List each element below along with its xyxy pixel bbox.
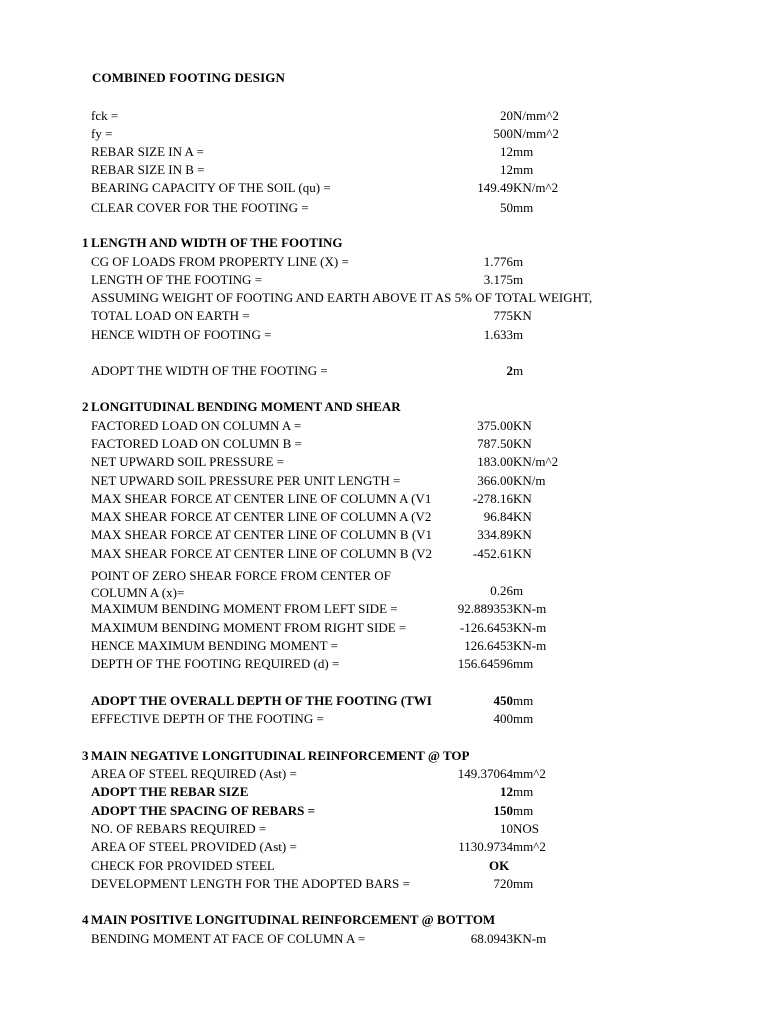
row-value: 2 xyxy=(506,363,513,378)
data-row xyxy=(0,326,768,344)
data-row xyxy=(0,820,768,838)
input-row-clear-cover xyxy=(0,199,768,217)
data-row xyxy=(0,435,768,453)
row-label: AREA OF STEEL REQUIRED (Ast) = xyxy=(91,766,297,781)
row-label: MAX SHEAR FORCE AT CENTER LINE OF COLUMN A (V2 xyxy=(91,509,432,524)
row-unit: KN xyxy=(513,308,532,323)
row-label: NET UPWARD SOIL PRESSURE PER UNIT LENGTH = xyxy=(91,473,401,488)
row-value: 787.50 xyxy=(477,436,513,451)
row-value: -452.61 xyxy=(472,546,513,561)
development-length-row xyxy=(0,875,768,893)
row-label: FACTORED LOAD ON COLUMN A = xyxy=(91,418,302,433)
row-value: 375.00 xyxy=(477,418,513,433)
row-unit: mm xyxy=(513,711,534,726)
row-label: BEARING CAPACITY OF THE SOIL (qu) = xyxy=(91,180,331,195)
note-row xyxy=(0,289,768,307)
row-label: ADOPT THE SPACING OF REBARS = xyxy=(91,803,315,818)
row-value: 1.776 xyxy=(483,254,513,269)
row-unit: KN-m xyxy=(513,620,547,635)
row-unit: KN/m xyxy=(513,473,546,488)
row-unit: KN xyxy=(513,491,532,506)
row-unit: mm xyxy=(513,162,534,177)
row-label: EFFECTIVE DEPTH OF THE FOOTING = xyxy=(91,711,324,726)
row-label: MAXIMUM BENDING MOMENT FROM LEFT SIDE = xyxy=(91,601,398,616)
row-label: MAX SHEAR FORCE AT CENTER LINE OF COLUMN A (V1 xyxy=(91,491,432,506)
row-value: 12 xyxy=(500,162,513,177)
row-value: 450 xyxy=(493,693,513,708)
row-label: CG OF LOADS FROM PROPERTY LINE (X) = xyxy=(91,254,349,269)
row-value: 183.00 xyxy=(477,454,513,469)
row-value: 3.175 xyxy=(483,272,513,287)
row-label: CLEAR COVER FOR THE FOOTING = xyxy=(91,200,309,215)
row-value: 20 xyxy=(500,108,513,123)
data-row xyxy=(0,453,768,471)
row-value: 50 xyxy=(500,200,513,215)
row-unit: N/mm^2 xyxy=(513,126,559,141)
section-heading-3 xyxy=(82,747,469,765)
section-number: 1 xyxy=(82,235,89,250)
row-value: 92.889353 xyxy=(457,601,513,616)
input-row-rebar-a xyxy=(0,143,768,161)
row-label: BENDING MOMENT AT FACE OF COLUMN A = xyxy=(91,931,366,946)
zero-shear-row xyxy=(0,582,768,600)
adopt-width-row xyxy=(0,362,768,380)
row-label: FACTORED LOAD ON COLUMN B = xyxy=(91,436,302,451)
data-row xyxy=(0,490,768,508)
row-value: 150 xyxy=(493,803,513,818)
zero-shear-line-1: POINT OF ZERO SHEAR FORCE FROM CENTER OF xyxy=(91,568,391,583)
input-row-fck xyxy=(0,107,768,125)
data-row xyxy=(0,619,768,637)
row-unit: mm xyxy=(513,876,534,891)
row-value: 10 xyxy=(500,821,513,836)
section-title: LONGITUDINAL BENDING MOMENT AND SHEAR xyxy=(91,399,401,414)
section-heading-1 xyxy=(82,234,343,252)
data-row xyxy=(0,637,768,655)
row-label: MAX SHEAR FORCE AT CENTER LINE OF COLUMN B (V2 xyxy=(91,546,433,561)
data-row xyxy=(0,508,768,526)
row-label: MAX SHEAR FORCE AT CENTER LINE OF COLUMN B (V1 xyxy=(91,527,433,542)
row-label: ADOPT THE REBAR SIZE xyxy=(91,784,249,799)
row-label: LENGTH OF THE FOOTING = xyxy=(91,272,263,287)
row-value: 12 xyxy=(500,144,513,159)
row-label: HENCE WIDTH OF FOOTING = xyxy=(91,327,272,342)
row-unit: NOS xyxy=(513,821,540,836)
page-title: COMBINED FOOTING DESIGN xyxy=(92,70,285,85)
row-value: 1130.9734 xyxy=(458,839,513,854)
effective-depth-row xyxy=(0,710,768,728)
row-label: ASSUMING WEIGHT OF FOOTING AND EARTH ABOVE IT AS 5% OF TOTAL WEIGHT, xyxy=(91,290,593,305)
data-row xyxy=(0,600,768,618)
row-unit: mm xyxy=(513,200,534,215)
row-label: fy = xyxy=(91,126,113,141)
section-title: MAIN POSITIVE LONGITUDINAL REINFORCEMENT @ BOTTOM xyxy=(91,912,496,927)
row-unit: mm^2 xyxy=(513,839,546,854)
row-label: DEVELOPMENT LENGTH FOR THE ADOPTED BARS = xyxy=(91,876,410,891)
row-unit: KN/m^2 xyxy=(513,454,559,469)
row-unit: KN xyxy=(513,418,532,433)
row-unit: mm xyxy=(513,784,534,799)
data-row xyxy=(0,271,768,289)
row-value: 126.6453 xyxy=(464,638,513,653)
section-heading-2 xyxy=(82,398,401,416)
row-label: MAXIMUM BENDING MOMENT FROM RIGHT SIDE = xyxy=(91,620,407,635)
data-row xyxy=(0,253,768,271)
row-label: NET UPWARD SOIL PRESSURE = xyxy=(91,454,284,469)
row-label: CHECK FOR PROVIDED STEEL xyxy=(91,858,275,873)
row-value: 720 xyxy=(493,876,513,891)
row-unit: mm xyxy=(513,144,534,159)
row-value: 334.89 xyxy=(477,527,513,542)
input-row-rebar-b xyxy=(0,161,768,179)
section-number: 4 xyxy=(82,912,89,927)
status-ok: OK xyxy=(489,858,510,873)
row-value: 68.0943 xyxy=(470,931,513,946)
row-label: NO. OF REBARS REQUIRED = xyxy=(91,821,267,836)
row-unit: mm xyxy=(513,803,534,818)
data-row xyxy=(0,545,768,563)
row-unit: N/mm^2 xyxy=(513,108,559,123)
row-label: HENCE MAXIMUM BENDING MOMENT = xyxy=(91,638,338,653)
data-row xyxy=(0,417,768,435)
row-unit: KN xyxy=(513,509,532,524)
row-value: 0.26 xyxy=(490,583,513,598)
row-unit: m xyxy=(513,254,524,269)
row-unit: KN xyxy=(513,436,532,451)
row-label: ADOPT THE WIDTH OF THE FOOTING = xyxy=(91,363,328,378)
input-row-bearing-capacity xyxy=(0,179,768,197)
row-value: 1.633 xyxy=(483,327,513,342)
section-title: MAIN NEGATIVE LONGITUDINAL REINFORCEMENT @ TOP xyxy=(91,748,470,763)
row-unit: mm xyxy=(513,656,534,671)
row-unit: KN-m xyxy=(513,638,547,653)
row-unit: mm^2 xyxy=(513,766,546,781)
row-label: ADOPT THE OVERALL DEPTH OF THE FOOTING (TWI xyxy=(91,693,432,708)
zero-shear-line-2: COLUMN A (x)= xyxy=(91,585,185,600)
row-value: 12 xyxy=(500,784,513,799)
check-row xyxy=(0,857,768,875)
row-unit: KN/m^2 xyxy=(513,180,559,195)
data-row xyxy=(0,526,768,544)
row-value: 775 xyxy=(493,308,513,323)
row-unit: m xyxy=(513,583,524,598)
row-label: AREA OF STEEL PROVIDED (Ast) = xyxy=(91,839,297,854)
row-label: REBAR SIZE IN B = xyxy=(91,162,205,177)
row-label: DEPTH OF THE FOOTING REQUIRED (d) = xyxy=(91,656,340,671)
row-value: 400 xyxy=(493,711,513,726)
row-value: 96.84 xyxy=(483,509,513,524)
section-title: LENGTH AND WIDTH OF THE FOOTING xyxy=(91,235,343,250)
data-row xyxy=(0,307,768,325)
data-row xyxy=(0,802,768,820)
row-label: TOTAL LOAD ON EARTH = xyxy=(91,308,250,323)
section-number: 3 xyxy=(82,748,89,763)
row-value: -126.6453 xyxy=(459,620,513,635)
section-number: 2 xyxy=(82,399,89,414)
data-row xyxy=(0,838,768,856)
row-label: fck = xyxy=(91,108,119,123)
row-label: REBAR SIZE IN A = xyxy=(91,144,204,159)
row-value: 500 xyxy=(493,126,513,141)
row-unit: m xyxy=(513,363,524,378)
row-value: -278.16 xyxy=(472,491,513,506)
row-value: 366.00 xyxy=(477,473,513,488)
data-row xyxy=(0,472,768,490)
row-unit: KN-m xyxy=(513,931,547,946)
row-value: 149.37064 xyxy=(457,766,513,781)
row-value: 156.64596 xyxy=(457,656,513,671)
data-row xyxy=(0,783,768,801)
row-unit: KN xyxy=(513,527,532,542)
row-unit: KN xyxy=(513,546,532,561)
input-row-fy xyxy=(0,125,768,143)
row-unit: mm xyxy=(513,693,534,708)
row-unit: KN-m xyxy=(513,601,547,616)
data-row xyxy=(0,765,768,783)
section-heading-4 xyxy=(82,911,495,929)
data-row xyxy=(0,655,768,673)
row-unit: m xyxy=(513,327,524,342)
row-unit: m xyxy=(513,272,524,287)
row-value: 149.49 xyxy=(477,180,513,195)
adopt-depth-row xyxy=(0,692,768,710)
data-row xyxy=(0,930,768,948)
